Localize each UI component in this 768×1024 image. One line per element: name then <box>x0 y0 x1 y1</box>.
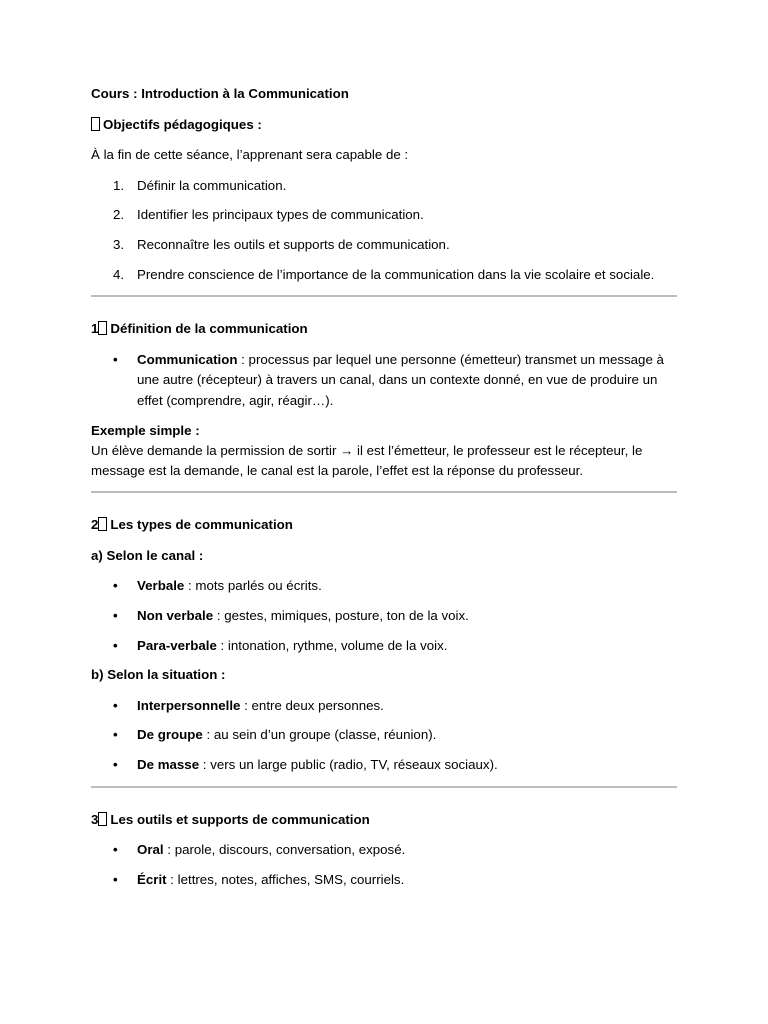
missing-glyph-icon <box>98 812 107 826</box>
list-item: • De groupe : au sein d’un groupe (classe, réunion). <box>113 727 437 743</box>
example-title: Exemple simple : <box>91 422 200 438</box>
situation-list <box>91 696 677 776</box>
tools-list <box>91 840 677 890</box>
definition-list <box>91 350 677 412</box>
canal-list <box>91 576 677 656</box>
subheading-canal: a) Selon le canal : <box>91 547 204 563</box>
objectives-heading: Objectifs pédagogiques : <box>91 115 677 136</box>
divider <box>91 786 677 788</box>
objectives-list <box>91 176 677 285</box>
page-title: Cours : Introduction à la Communication <box>91 86 349 101</box>
divider <box>91 491 677 493</box>
divider <box>91 295 677 297</box>
objectives-intro: À la fin de cette séance, l’apprenant sera capable de : <box>91 147 409 163</box>
list-item: • Non verbale : gestes, mimiques, posture, ton de la voix. <box>113 608 469 624</box>
list-item: 2. Identifier les principaux types de communication. <box>113 207 424 223</box>
list-item: 4. Prendre conscience de l’importance de la communication dans la vie scolaire et sociale. <box>113 266 655 282</box>
document-content <box>91 84 677 900</box>
missing-glyph-icon <box>91 117 100 131</box>
missing-glyph-icon <box>98 517 107 531</box>
section3-heading: 3 Les outils et supports de communication <box>91 811 370 827</box>
list-item: 1. Définir la communication. <box>113 177 287 193</box>
section1-heading: 1 Définition de la communication <box>91 321 308 337</box>
list-item: 3. Reconnaître les outils et supports de communication. <box>113 237 450 253</box>
list-item: • Écrit : lettres, notes, affiches, SMS, courriels. <box>113 871 405 887</box>
section2-heading: 2 Les types de communication <box>91 517 293 533</box>
list-item: • Communication : processus par lequel une personne (émetteur) transmet un message à une autre (récepteur) à travers un canal, dans un contexte donné, en vue de produire un effet (comprendre, agir, réagir…). <box>113 351 664 409</box>
example-text: Un élève demande la permission de sortir → il est l’émetteur, le professeur est le récepteur, le message est la demande, le canal est la parole, l’effet est la réponse du professeur. <box>91 443 643 479</box>
list-item: • Oral : parole, discours, conversation, exposé. <box>113 842 406 858</box>
list-item: • Para-verbale : intonation, rythme, volume de la voix. <box>113 637 448 653</box>
list-item: • De masse : vers un large public (radio, TV, réseaux sociaux). <box>113 757 498 773</box>
missing-glyph-icon <box>98 321 107 335</box>
list-item: • Verbale : mots parlés ou écrits. <box>113 578 322 594</box>
subheading-situation: b) Selon la situation : <box>91 667 226 683</box>
list-item: • Interpersonnelle : entre deux personnes. <box>113 697 384 713</box>
